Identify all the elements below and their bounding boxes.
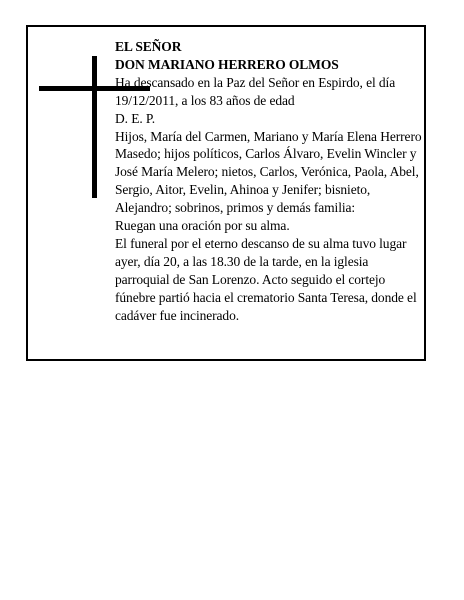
cross-vertical-bar xyxy=(92,56,97,198)
obituary-notice xyxy=(26,25,426,361)
death-announcement: Ha descansado en la Paz del Señor en Espirdo, el día 19/12/2011, a los 83 años de edad xyxy=(115,74,396,108)
deceased-name: DON MARIANO HERRERO OLMOS xyxy=(115,56,339,72)
prayer-request: Ruegan una oración por su alma. xyxy=(115,218,290,234)
rip-line: D. E. P. xyxy=(115,110,156,126)
notice-text xyxy=(115,38,425,325)
notice-title: EL SEÑOR xyxy=(115,39,182,54)
family-list: Hijos, María del Carmen, Mariano y María Elena Herrero Masedo; hijos políticos, Carlos Álvaro, Evelin Wincler y José María Melero; nietos, Carlos, Verónica, Paola, Abel, Sergio, Aitor, Evelin, Ahinoa y Jenifer; bisnieto, Alejandro; sobrinos, primos y demás familia: xyxy=(115,128,422,216)
funeral-details: El funeral por el eterno descanso de su alma tuvo lugar ayer, día 20, a las 18.30 de la tarde, en la iglesia parroquial de San Lorenzo. Acto seguido el cortejo fúnebre partió hacia el crematorio Santa Teresa, donde el cadáver fue incinerado. xyxy=(115,235,417,323)
